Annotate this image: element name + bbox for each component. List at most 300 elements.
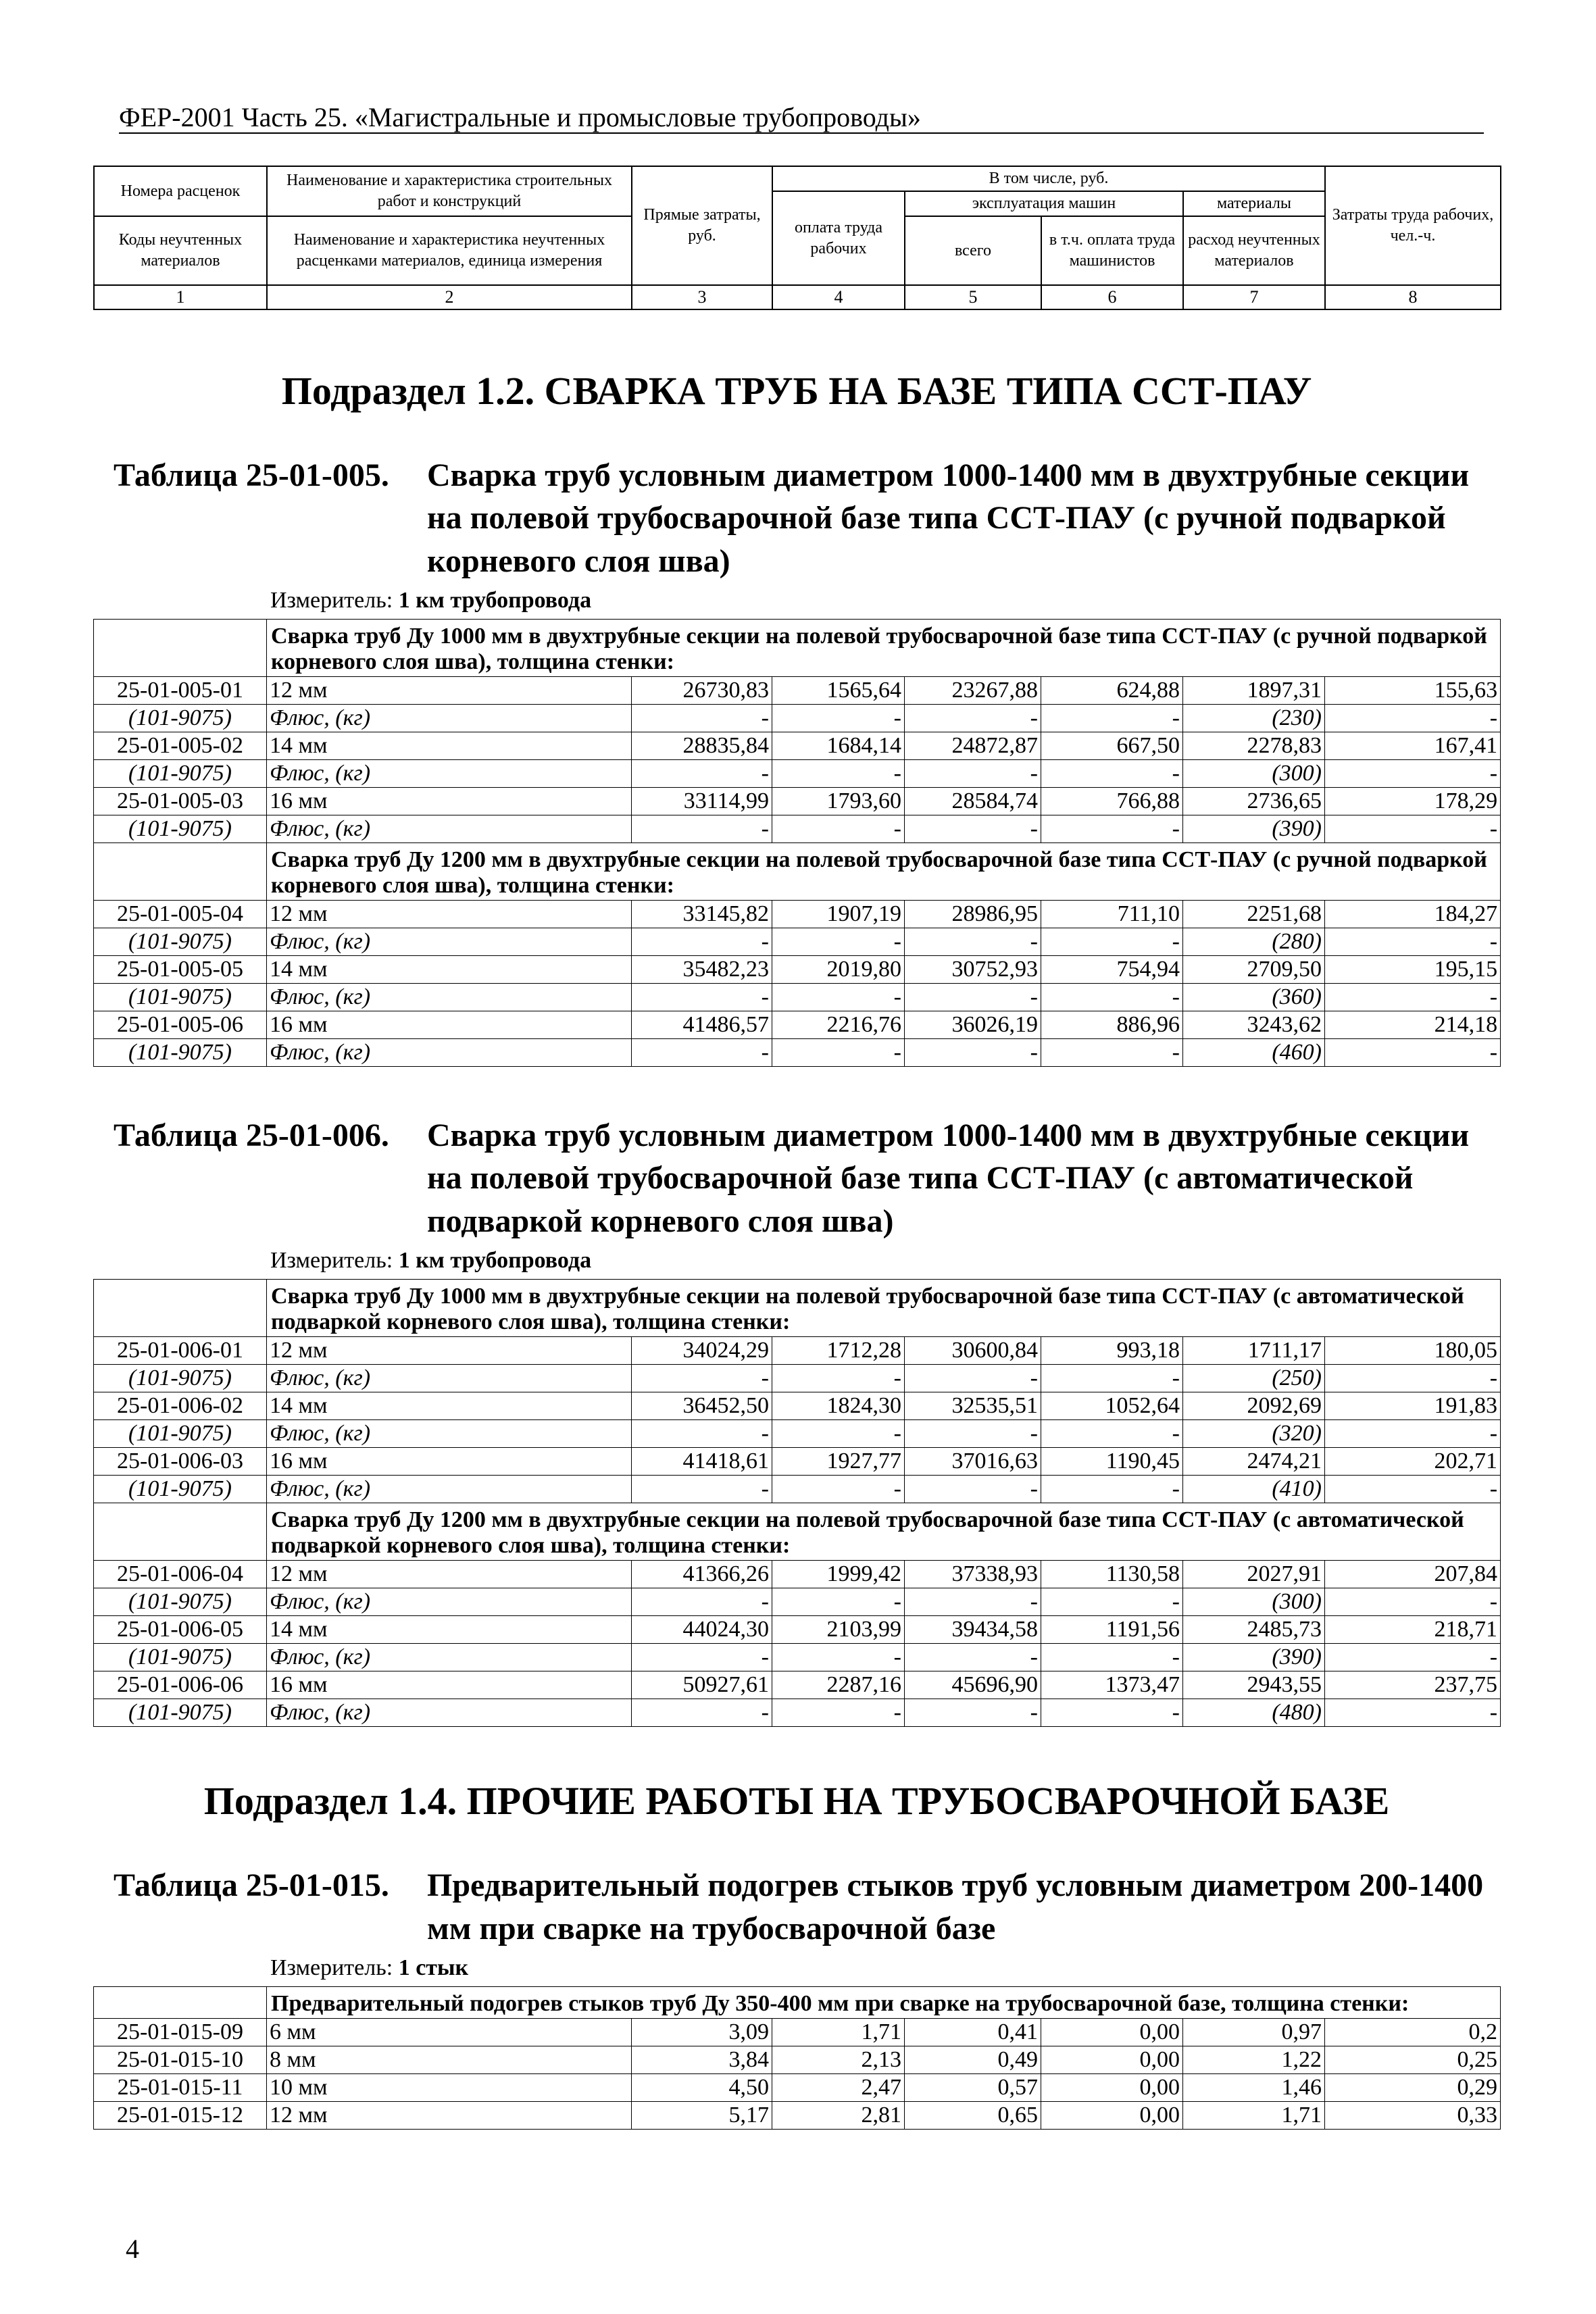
labor-hours: 0,2 bbox=[1325, 2018, 1501, 2046]
materials-cost: 2474,21 bbox=[1183, 1448, 1325, 1476]
work-name: 16 мм bbox=[267, 1448, 632, 1476]
machines-total: 0,57 bbox=[905, 2073, 1041, 2101]
subsection-title: Подраздел 1.4. ПРОЧИЕ РАБОТЫ НА ТРУБОСВАРОЧНОЙ БАЗЕ bbox=[203, 1779, 1390, 1823]
material-row bbox=[94, 1644, 1501, 1671]
labor-hours: 207,84 bbox=[1325, 1561, 1501, 1588]
machines-total: 36026,19 bbox=[905, 1011, 1041, 1039]
material-row bbox=[94, 760, 1501, 788]
rate-code: 25-01-006-04 bbox=[94, 1561, 267, 1588]
empty-dash: - bbox=[632, 1699, 772, 1727]
table-row bbox=[94, 1392, 1501, 1420]
header-machines-total: всего bbox=[905, 216, 1041, 285]
machines-total: 0,41 bbox=[905, 2018, 1041, 2046]
work-name: 16 мм bbox=[267, 1671, 632, 1699]
empty-dash: - bbox=[632, 815, 772, 843]
empty-dash: - bbox=[905, 705, 1041, 732]
page-content bbox=[93, 341, 1500, 2154]
empty-dash: - bbox=[1041, 1476, 1183, 1503]
header-labor-pay: оплата труда рабочих bbox=[772, 191, 905, 285]
machines-total: 32535,51 bbox=[905, 1392, 1041, 1420]
machines-total: 39434,58 bbox=[905, 1616, 1041, 1644]
rate-code: 25-01-006-05 bbox=[94, 1616, 267, 1644]
labor-pay: 2,47 bbox=[772, 2073, 905, 2101]
material-code: (101-9075) bbox=[94, 1039, 267, 1067]
empty-dash: - bbox=[1041, 1699, 1183, 1727]
labor-hours: 195,15 bbox=[1325, 956, 1501, 984]
materials-cost: 1897,31 bbox=[1183, 677, 1325, 705]
rate-code: 25-01-015-09 bbox=[94, 2018, 267, 2046]
work-name: 14 мм bbox=[267, 1616, 632, 1644]
driver-pay: 1130,58 bbox=[1041, 1561, 1183, 1588]
table-row bbox=[94, 2073, 1501, 2101]
meter-value: 1 стык bbox=[398, 1955, 469, 1980]
material-row bbox=[94, 815, 1501, 843]
empty-dash: - bbox=[1325, 928, 1501, 956]
header-direct-costs: Прямые затраты, руб. bbox=[632, 166, 772, 285]
header-work-name: Наименование и характеристика строительных работ и конструкций bbox=[267, 166, 632, 216]
material-quantity: (250) bbox=[1183, 1365, 1325, 1392]
materials-cost: 0,97 bbox=[1183, 2018, 1325, 2046]
rate-code: 25-01-005-04 bbox=[94, 901, 267, 928]
empty-dash: - bbox=[1325, 1699, 1501, 1727]
header-labor-hours: Затраты труда рабочих, чел.-ч. bbox=[1325, 166, 1501, 285]
header-driver-pay: в т.ч. оплата труда машинистов bbox=[1041, 216, 1183, 285]
empty-dash: - bbox=[772, 928, 905, 956]
material-row bbox=[94, 1420, 1501, 1448]
table-code: Таблица 25-01-015. bbox=[114, 1867, 389, 1904]
material-row bbox=[94, 1039, 1501, 1067]
materials-cost: 2278,83 bbox=[1183, 732, 1325, 760]
rate-code: 25-01-015-11 bbox=[94, 2073, 267, 2101]
header-material-names: Наименование и характеристика неучтенных расценками материалов, единица измерения bbox=[267, 216, 632, 285]
empty-dash: - bbox=[1041, 815, 1183, 843]
meter-line bbox=[270, 1248, 1500, 1274]
table-caption: Предварительный подогрев стыков труб условным диаметром 200-1400 мм при сварке на трубосварочной базе bbox=[427, 1867, 1484, 1946]
group-title: Сварка труб Ду 1000 мм в двухтрубные секции на полевой трубосварочной базе типа ССТ-ПАУ (с автоматической подваркой корневого слоя шва), толщина стенки: bbox=[267, 1280, 1501, 1337]
header-materials: материалы bbox=[1183, 191, 1325, 216]
labor-pay: 2287,16 bbox=[772, 1671, 905, 1699]
rate-code: 25-01-006-02 bbox=[94, 1392, 267, 1420]
empty-dash: - bbox=[772, 1644, 905, 1671]
table-caption: Сварка труб условным диаметром 1000-1400 мм в двухтрубные секции на полевой трубосварочной базе типа ССТ-ПАУ (с автоматической подваркой корневого слоя шва) bbox=[427, 1117, 1470, 1239]
material-quantity: (410) bbox=[1183, 1476, 1325, 1503]
rates-table bbox=[93, 1986, 1501, 2130]
driver-pay: 0,00 bbox=[1041, 2018, 1183, 2046]
empty-dash: - bbox=[632, 760, 772, 788]
meter-label: Измеритель: bbox=[270, 588, 393, 613]
direct-costs: 33114,99 bbox=[632, 788, 772, 815]
material-code: (101-9075) bbox=[94, 1644, 267, 1671]
material-code: (101-9075) bbox=[94, 1365, 267, 1392]
labor-hours: 0,33 bbox=[1325, 2101, 1501, 2129]
materials-cost: 3243,62 bbox=[1183, 1011, 1325, 1039]
empty-dash: - bbox=[905, 1420, 1041, 1448]
driver-pay: 1190,45 bbox=[1041, 1448, 1183, 1476]
empty-dash: - bbox=[1325, 1476, 1501, 1503]
empty-dash: - bbox=[905, 1588, 1041, 1616]
materials-cost: 2251,68 bbox=[1183, 901, 1325, 928]
header-including: В том числе, руб. bbox=[772, 166, 1325, 191]
direct-costs: 5,17 bbox=[632, 2101, 772, 2129]
labor-pay: 1824,30 bbox=[772, 1392, 905, 1420]
material-code: (101-9075) bbox=[94, 1588, 267, 1616]
driver-pay: 0,00 bbox=[1041, 2101, 1183, 2129]
table-title bbox=[114, 454, 1500, 582]
driver-pay: 1191,56 bbox=[1041, 1616, 1183, 1644]
empty-dash: - bbox=[1041, 1644, 1183, 1671]
material-row bbox=[94, 928, 1501, 956]
driver-pay: 1373,47 bbox=[1041, 1671, 1183, 1699]
material-code: (101-9075) bbox=[94, 928, 267, 956]
materials-cost: 2485,73 bbox=[1183, 1616, 1325, 1644]
materials-cost: 1,46 bbox=[1183, 2073, 1325, 2101]
work-name: 12 мм bbox=[267, 1337, 632, 1365]
rates-table bbox=[93, 619, 1501, 1067]
empty-dash: - bbox=[905, 928, 1041, 956]
materials-cost: 2709,50 bbox=[1183, 956, 1325, 984]
table-row bbox=[94, 2101, 1501, 2129]
group-spacer-cell bbox=[94, 1986, 267, 2018]
labor-hours: 178,29 bbox=[1325, 788, 1501, 815]
empty-dash: - bbox=[772, 1699, 905, 1727]
header-materials-unaccounted: расход неучтенных материалов bbox=[1183, 216, 1325, 285]
work-name: 6 мм bbox=[267, 2018, 632, 2046]
table-row bbox=[94, 1561, 1501, 1588]
empty-dash: - bbox=[1041, 1039, 1183, 1067]
table-caption: Сварка труб условным диаметром 1000-1400 мм в двухтрубные секции на полевой трубосварочной базе типа ССТ-ПАУ (с ручной подваркой корневого слоя шва) bbox=[427, 457, 1470, 579]
direct-costs: 33145,82 bbox=[632, 901, 772, 928]
work-name: 10 мм bbox=[267, 2073, 632, 2101]
empty-dash: - bbox=[632, 928, 772, 956]
table-row bbox=[94, 677, 1501, 705]
spacer bbox=[93, 2130, 1500, 2154]
column-number: 1 bbox=[94, 285, 267, 309]
empty-dash: - bbox=[1325, 815, 1501, 843]
column-number: 3 bbox=[632, 285, 772, 309]
material-quantity: (390) bbox=[1183, 815, 1325, 843]
rate-code: 25-01-015-10 bbox=[94, 2046, 267, 2073]
material-name: Флюс, (кг) bbox=[267, 815, 632, 843]
group-row bbox=[94, 1986, 1501, 2018]
table-row bbox=[94, 2046, 1501, 2073]
materials-cost: 1,22 bbox=[1183, 2046, 1325, 2073]
empty-dash: - bbox=[1325, 705, 1501, 732]
material-code: (101-9075) bbox=[94, 1476, 267, 1503]
materials-cost: 2943,55 bbox=[1183, 1671, 1325, 1699]
empty-dash: - bbox=[905, 815, 1041, 843]
labor-pay: 1907,19 bbox=[772, 901, 905, 928]
header-machines: эксплуатация машин bbox=[905, 191, 1183, 216]
empty-dash: - bbox=[772, 705, 905, 732]
group-title: Сварка труб Ду 1200 мм в двухтрубные секции на полевой трубосварочной базе типа ССТ-ПАУ (с ручной подваркой корневого слоя шва), толщина стенки: bbox=[267, 843, 1501, 901]
empty-dash: - bbox=[1041, 1420, 1183, 1448]
empty-dash: - bbox=[1325, 760, 1501, 788]
direct-costs: 41418,61 bbox=[632, 1448, 772, 1476]
empty-dash: - bbox=[632, 1644, 772, 1671]
material-row bbox=[94, 984, 1501, 1011]
labor-pay: 1,71 bbox=[772, 2018, 905, 2046]
material-quantity: (460) bbox=[1183, 1039, 1325, 1067]
labor-pay: 2216,76 bbox=[772, 1011, 905, 1039]
rate-code: 25-01-015-12 bbox=[94, 2101, 267, 2129]
materials-cost: 2027,91 bbox=[1183, 1561, 1325, 1588]
table-title bbox=[114, 1864, 1500, 1950]
empty-dash: - bbox=[632, 705, 772, 732]
rate-code: 25-01-005-01 bbox=[94, 677, 267, 705]
group-row bbox=[94, 843, 1501, 901]
empty-dash: - bbox=[1041, 760, 1183, 788]
driver-pay: 993,18 bbox=[1041, 1337, 1183, 1365]
group-title: Сварка труб Ду 1200 мм в двухтрубные секции на полевой трубосварочной базе типа ССТ-ПАУ (с автоматической подваркой корневого слоя шва), толщина стенки: bbox=[267, 1503, 1501, 1561]
column-number: 8 bbox=[1325, 285, 1501, 309]
table-row bbox=[94, 1337, 1501, 1365]
rate-code: 25-01-005-02 bbox=[94, 732, 267, 760]
empty-dash: - bbox=[1325, 1039, 1501, 1067]
labor-hours: 191,83 bbox=[1325, 1392, 1501, 1420]
material-code: (101-9075) bbox=[94, 760, 267, 788]
spacer bbox=[93, 1727, 1500, 1751]
material-name: Флюс, (кг) bbox=[267, 1476, 632, 1503]
material-name: Флюс, (кг) bbox=[267, 984, 632, 1011]
machines-total: 30752,93 bbox=[905, 956, 1041, 984]
work-name: 16 мм bbox=[267, 788, 632, 815]
empty-dash: - bbox=[772, 760, 905, 788]
empty-dash: - bbox=[1041, 705, 1183, 732]
empty-dash: - bbox=[905, 760, 1041, 788]
empty-dash: - bbox=[905, 1476, 1041, 1503]
labor-pay: 1999,42 bbox=[772, 1561, 905, 1588]
driver-pay: 1052,64 bbox=[1041, 1392, 1183, 1420]
group-spacer-cell bbox=[94, 843, 267, 901]
empty-dash: - bbox=[1325, 1588, 1501, 1616]
labor-pay: 1565,64 bbox=[772, 677, 905, 705]
material-name: Флюс, (кг) bbox=[267, 1420, 632, 1448]
column-number: 7 bbox=[1183, 285, 1325, 309]
empty-dash: - bbox=[772, 1365, 905, 1392]
empty-dash: - bbox=[905, 984, 1041, 1011]
labor-pay: 1793,60 bbox=[772, 788, 905, 815]
material-name: Флюс, (кг) bbox=[267, 760, 632, 788]
table-row bbox=[94, 1448, 1501, 1476]
empty-dash: - bbox=[632, 1588, 772, 1616]
labor-pay: 2019,80 bbox=[772, 956, 905, 984]
table-row bbox=[94, 2018, 1501, 2046]
material-name: Флюс, (кг) bbox=[267, 1365, 632, 1392]
meter-value: 1 км трубопровода bbox=[398, 588, 592, 613]
empty-dash: - bbox=[772, 1476, 905, 1503]
empty-dash: - bbox=[905, 1039, 1041, 1067]
empty-dash: - bbox=[772, 1039, 905, 1067]
labor-hours: 180,05 bbox=[1325, 1337, 1501, 1365]
empty-dash: - bbox=[772, 1420, 905, 1448]
group-spacer-cell bbox=[94, 1280, 267, 1337]
work-name: 14 мм bbox=[267, 732, 632, 760]
empty-dash: - bbox=[632, 1039, 772, 1067]
work-name: 12 мм bbox=[267, 1561, 632, 1588]
work-name: 8 мм bbox=[267, 2046, 632, 2073]
group-spacer-cell bbox=[94, 1503, 267, 1561]
material-name: Флюс, (кг) bbox=[267, 1039, 632, 1067]
driver-pay: 624,88 bbox=[1041, 677, 1183, 705]
subsection-title: Подраздел 1.2. СВАРКА ТРУБ НА БАЗЕ ТИПА ССТ-ПАУ bbox=[281, 369, 1312, 413]
labor-pay: 1927,77 bbox=[772, 1448, 905, 1476]
material-row bbox=[94, 1476, 1501, 1503]
empty-dash: - bbox=[1041, 928, 1183, 956]
group-row bbox=[94, 1280, 1501, 1337]
material-quantity: (480) bbox=[1183, 1699, 1325, 1727]
header-rates: Номера расценок bbox=[94, 166, 267, 216]
table-row bbox=[94, 1671, 1501, 1699]
materials-cost: 2736,65 bbox=[1183, 788, 1325, 815]
materials-cost: 2092,69 bbox=[1183, 1392, 1325, 1420]
material-quantity: (230) bbox=[1183, 705, 1325, 732]
empty-dash: - bbox=[1041, 1588, 1183, 1616]
empty-dash: - bbox=[1325, 984, 1501, 1011]
empty-dash: - bbox=[1041, 1365, 1183, 1392]
rate-code: 25-01-006-01 bbox=[94, 1337, 267, 1365]
labor-pay: 2,13 bbox=[772, 2046, 905, 2073]
material-code: (101-9075) bbox=[94, 705, 267, 732]
empty-dash: - bbox=[772, 815, 905, 843]
direct-costs: 3,09 bbox=[632, 2018, 772, 2046]
materials-cost: 1711,17 bbox=[1183, 1337, 1325, 1365]
group-title: Предварительный подогрев стыков труб Ду 350-400 мм при сварке на трубосварочной базе, толщина стенки: bbox=[267, 1986, 1501, 2018]
empty-dash: - bbox=[632, 1476, 772, 1503]
empty-dash: - bbox=[905, 1365, 1041, 1392]
labor-hours: 155,63 bbox=[1325, 677, 1501, 705]
meter-value: 1 км трубопровода bbox=[398, 1248, 592, 1274]
empty-dash: - bbox=[1325, 1644, 1501, 1671]
meter-line bbox=[270, 1955, 1500, 1981]
machines-total: 23267,88 bbox=[905, 677, 1041, 705]
driver-pay: 711,10 bbox=[1041, 901, 1183, 928]
material-quantity: (360) bbox=[1183, 984, 1325, 1011]
work-name: 12 мм bbox=[267, 901, 632, 928]
column-number: 4 bbox=[772, 285, 905, 309]
material-quantity: (300) bbox=[1183, 760, 1325, 788]
column-number: 6 bbox=[1041, 285, 1183, 309]
material-row bbox=[94, 1365, 1501, 1392]
empty-dash: - bbox=[772, 1588, 905, 1616]
table-code: Таблица 25-01-006. bbox=[114, 1117, 389, 1154]
material-code: (101-9075) bbox=[94, 984, 267, 1011]
meter-label: Измеритель: bbox=[270, 1955, 393, 1980]
labor-hours: 214,18 bbox=[1325, 1011, 1501, 1039]
labor-pay: 1684,14 bbox=[772, 732, 905, 760]
driver-pay: 766,88 bbox=[1041, 788, 1183, 815]
material-row bbox=[94, 705, 1501, 732]
labor-hours: 184,27 bbox=[1325, 901, 1501, 928]
material-name: Флюс, (кг) bbox=[267, 928, 632, 956]
rate-code: 25-01-005-05 bbox=[94, 956, 267, 984]
column-header-table bbox=[93, 166, 1501, 310]
material-code: (101-9075) bbox=[94, 815, 267, 843]
direct-costs: 34024,29 bbox=[632, 1337, 772, 1365]
rate-code: 25-01-006-03 bbox=[94, 1448, 267, 1476]
work-name: 14 мм bbox=[267, 956, 632, 984]
material-quantity: (320) bbox=[1183, 1420, 1325, 1448]
labor-hours: 0,25 bbox=[1325, 2046, 1501, 2073]
machines-total: 37338,93 bbox=[905, 1561, 1041, 1588]
column-number: 5 bbox=[905, 285, 1041, 309]
meter-label: Измеритель: bbox=[270, 1248, 393, 1274]
direct-costs: 26730,83 bbox=[632, 677, 772, 705]
empty-dash: - bbox=[1041, 984, 1183, 1011]
page-number: 4 bbox=[126, 2234, 139, 2264]
machines-total: 30600,84 bbox=[905, 1337, 1041, 1365]
driver-pay: 667,50 bbox=[1041, 732, 1183, 760]
table-row bbox=[94, 1616, 1501, 1644]
material-quantity: (390) bbox=[1183, 1644, 1325, 1671]
meter-line bbox=[270, 588, 1500, 613]
empty-dash: - bbox=[905, 1699, 1041, 1727]
labor-hours: 237,75 bbox=[1325, 1671, 1501, 1699]
direct-costs: 41486,57 bbox=[632, 1011, 772, 1039]
table-title bbox=[114, 1114, 1500, 1242]
material-code: (101-9075) bbox=[94, 1699, 267, 1727]
machines-total: 0,49 bbox=[905, 2046, 1041, 2073]
direct-costs: 36452,50 bbox=[632, 1392, 772, 1420]
rates-table bbox=[93, 1279, 1501, 1727]
group-spacer-cell bbox=[94, 620, 267, 677]
material-quantity: (280) bbox=[1183, 928, 1325, 956]
header-rule bbox=[119, 132, 1484, 134]
group-row bbox=[94, 1503, 1501, 1561]
labor-hours: 218,71 bbox=[1325, 1616, 1501, 1644]
empty-dash: - bbox=[905, 1644, 1041, 1671]
empty-dash: - bbox=[1325, 1420, 1501, 1448]
group-row bbox=[94, 620, 1501, 677]
material-name: Флюс, (кг) bbox=[267, 1588, 632, 1616]
material-row bbox=[94, 1588, 1501, 1616]
labor-hours: 202,71 bbox=[1325, 1448, 1501, 1476]
direct-costs: 41366,26 bbox=[632, 1561, 772, 1588]
machines-total: 45696,90 bbox=[905, 1671, 1041, 1699]
spacer bbox=[93, 1067, 1500, 1114]
table-row bbox=[94, 901, 1501, 928]
driver-pay: 754,94 bbox=[1041, 956, 1183, 984]
table-row bbox=[94, 1011, 1501, 1039]
group-title: Сварка труб Ду 1000 мм в двухтрубные секции на полевой трубосварочной базе типа ССТ-ПАУ (с ручной подваркой корневого слоя шва), толщина стенки: bbox=[267, 620, 1501, 677]
rate-code: 25-01-006-06 bbox=[94, 1671, 267, 1699]
labor-pay: 2,81 bbox=[772, 2101, 905, 2129]
machines-total: 0,65 bbox=[905, 2101, 1041, 2129]
material-quantity: (300) bbox=[1183, 1588, 1325, 1616]
empty-dash: - bbox=[632, 1365, 772, 1392]
empty-dash: - bbox=[632, 984, 772, 1011]
direct-costs: 3,84 bbox=[632, 2046, 772, 2073]
driver-pay: 886,96 bbox=[1041, 1011, 1183, 1039]
direct-costs: 4,50 bbox=[632, 2073, 772, 2101]
material-name: Флюс, (кг) bbox=[267, 1644, 632, 1671]
rate-code: 25-01-005-06 bbox=[94, 1011, 267, 1039]
machines-total: 28584,74 bbox=[905, 788, 1041, 815]
labor-hours: 167,41 bbox=[1325, 732, 1501, 760]
material-row bbox=[94, 1699, 1501, 1727]
work-name: 12 мм bbox=[267, 2101, 632, 2129]
machines-total: 37016,63 bbox=[905, 1448, 1041, 1476]
table-row bbox=[94, 788, 1501, 815]
material-code: (101-9075) bbox=[94, 1420, 267, 1448]
work-name: 16 мм bbox=[267, 1011, 632, 1039]
running-header: ФЕР-2001 Часть 25. «Магистральные и промысловые трубопроводы» bbox=[119, 102, 921, 132]
driver-pay: 0,00 bbox=[1041, 2073, 1183, 2101]
material-name: Флюс, (кг) bbox=[267, 1699, 632, 1727]
machines-total: 24872,87 bbox=[905, 732, 1041, 760]
table-code: Таблица 25-01-005. bbox=[114, 457, 389, 493]
rate-code: 25-01-005-03 bbox=[94, 788, 267, 815]
labor-hours: 0,29 bbox=[1325, 2073, 1501, 2101]
